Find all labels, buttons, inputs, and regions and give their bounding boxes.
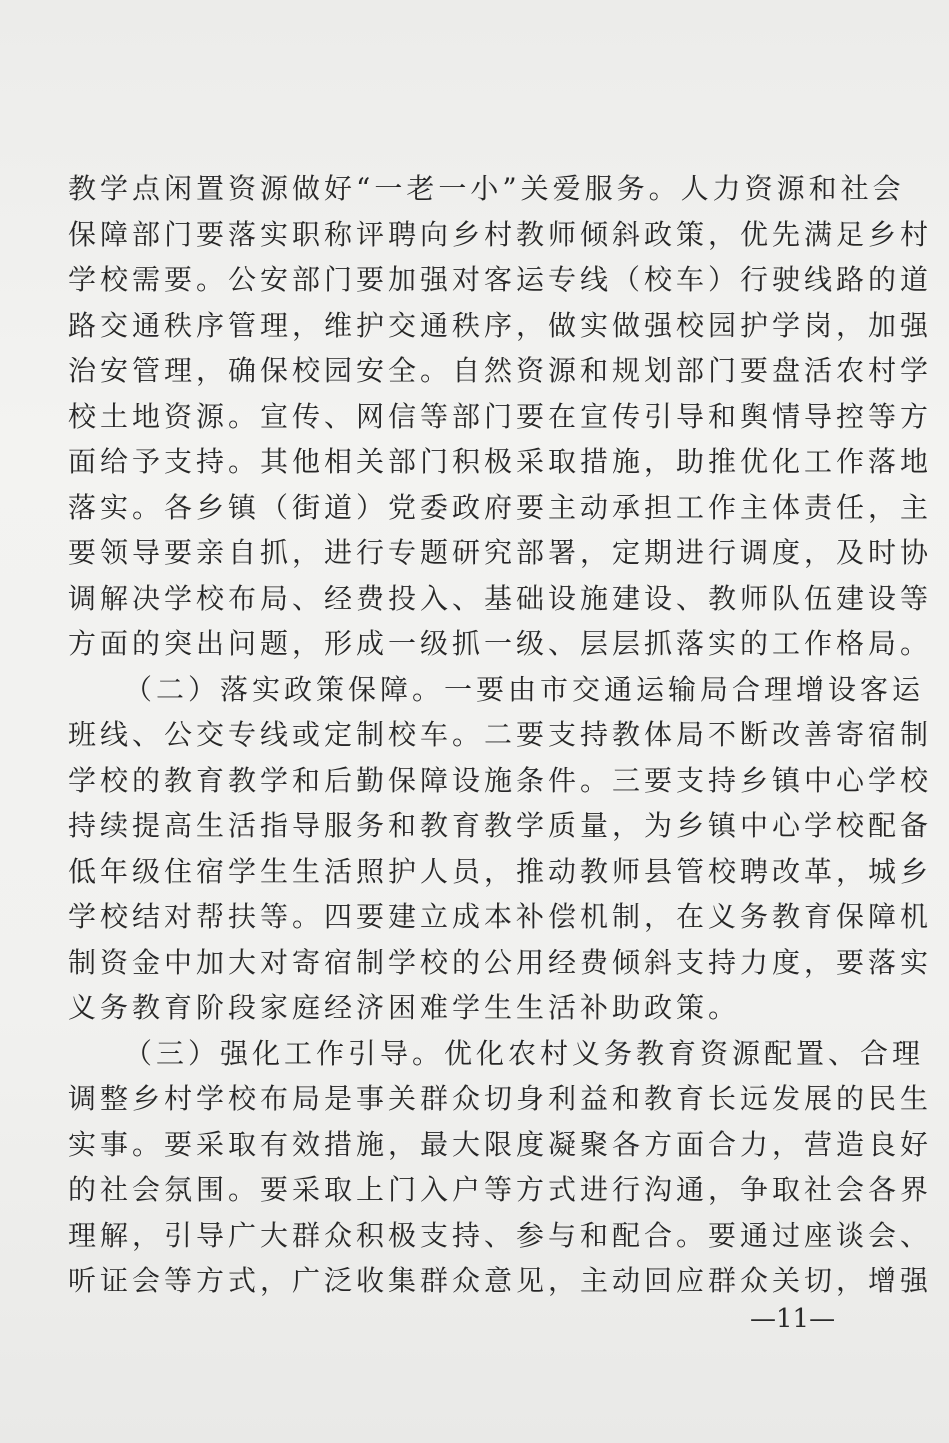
text-line: 调整乡村学校布局是事关群众切身利益和教育长远发展的民生 xyxy=(68,1082,933,1115)
text-line: 方面的突出问题，形成一级抓一级、层层抓落实的工作格局。 xyxy=(68,627,933,660)
section-heading-line: （二）落实政策保障。一要由市交通运输局合理增设客运 xyxy=(124,672,925,706)
text-line: 保障部门要落实职称评聘向乡村教师倾斜政策，优先满足乡村 xyxy=(68,217,933,251)
text-line: 理解，引导广大群众积极支持、参与和配合。要通过座谈会、 xyxy=(68,1218,933,1252)
text-line: 落实。各乡镇（街道）党委政府要主动承担工作主体责任，主 xyxy=(68,490,933,524)
text-line: 制资金中加大对寄宿制学校的公用经费倾斜支持力度，要落实 xyxy=(68,945,933,979)
body-text xyxy=(68,166,933,1304)
text-line: 实事。要采取有效措施，最大限度凝聚各方面合力，营造良好 xyxy=(68,1127,933,1161)
text-line: 学校结对帮扶等。四要建立成本补偿机制，在义务教育保障机 xyxy=(68,900,933,933)
text-line: 要领导要亲自抓，进行专题研究部署，定期进行调度，及时协 xyxy=(68,536,933,569)
page-number: —11— xyxy=(750,1304,836,1334)
text-line: 低年级住宿学生生活照护人员，推动教师县管校聘改革，城乡 xyxy=(68,854,933,888)
text-line: 调解决学校布局、经费投入、基础设施建设、教师队伍建设等 xyxy=(68,581,933,615)
text-line: 学校的教育教学和后勤保障设施条件。三要支持乡镇中心学校 xyxy=(68,763,933,797)
text-line: 持续提高生活指导服务和教育教学质量，为乡镇中心学校配备 xyxy=(68,809,933,842)
text-line: 的社会氛围。要采取上门入户等方式进行沟通，争取社会各界 xyxy=(68,1173,933,1206)
text-line: 班线、公交专线或定制校车。二要支持教体局不断改善寄宿制 xyxy=(68,718,933,751)
text-line: 义务教育阶段家庭经济困难学生生活补助政策。 xyxy=(68,991,741,1024)
text-line: 校土地资源。宣传、网信等部门要在宣传引导和舆情导控等方 xyxy=(68,399,933,433)
text-line: 面给予支持。其他相关部门积极采取措施，助推优化工作落地 xyxy=(68,445,933,478)
text-line: 听证会等方式，广泛收集群众意见，主动回应群众关切，增强 xyxy=(68,1264,933,1297)
text-line: 路交通秩序管理，维护交通秩序，做实做强校园护学岗，加强 xyxy=(68,308,933,342)
text-line: 学校需要。公安部门要加强对客运专线（校车）行驶线路的道 xyxy=(68,263,933,296)
text-line: 治安管理，确保校园安全。自然资源和规划部门要盘活农村学 xyxy=(68,354,933,387)
text-line: 教学点闲置资源做好“一老一小”关爱服务。人力资源和社会 xyxy=(68,172,905,205)
section-heading-line: （三）强化工作引导。优化农村义务教育资源配置、合理 xyxy=(124,1036,925,1070)
